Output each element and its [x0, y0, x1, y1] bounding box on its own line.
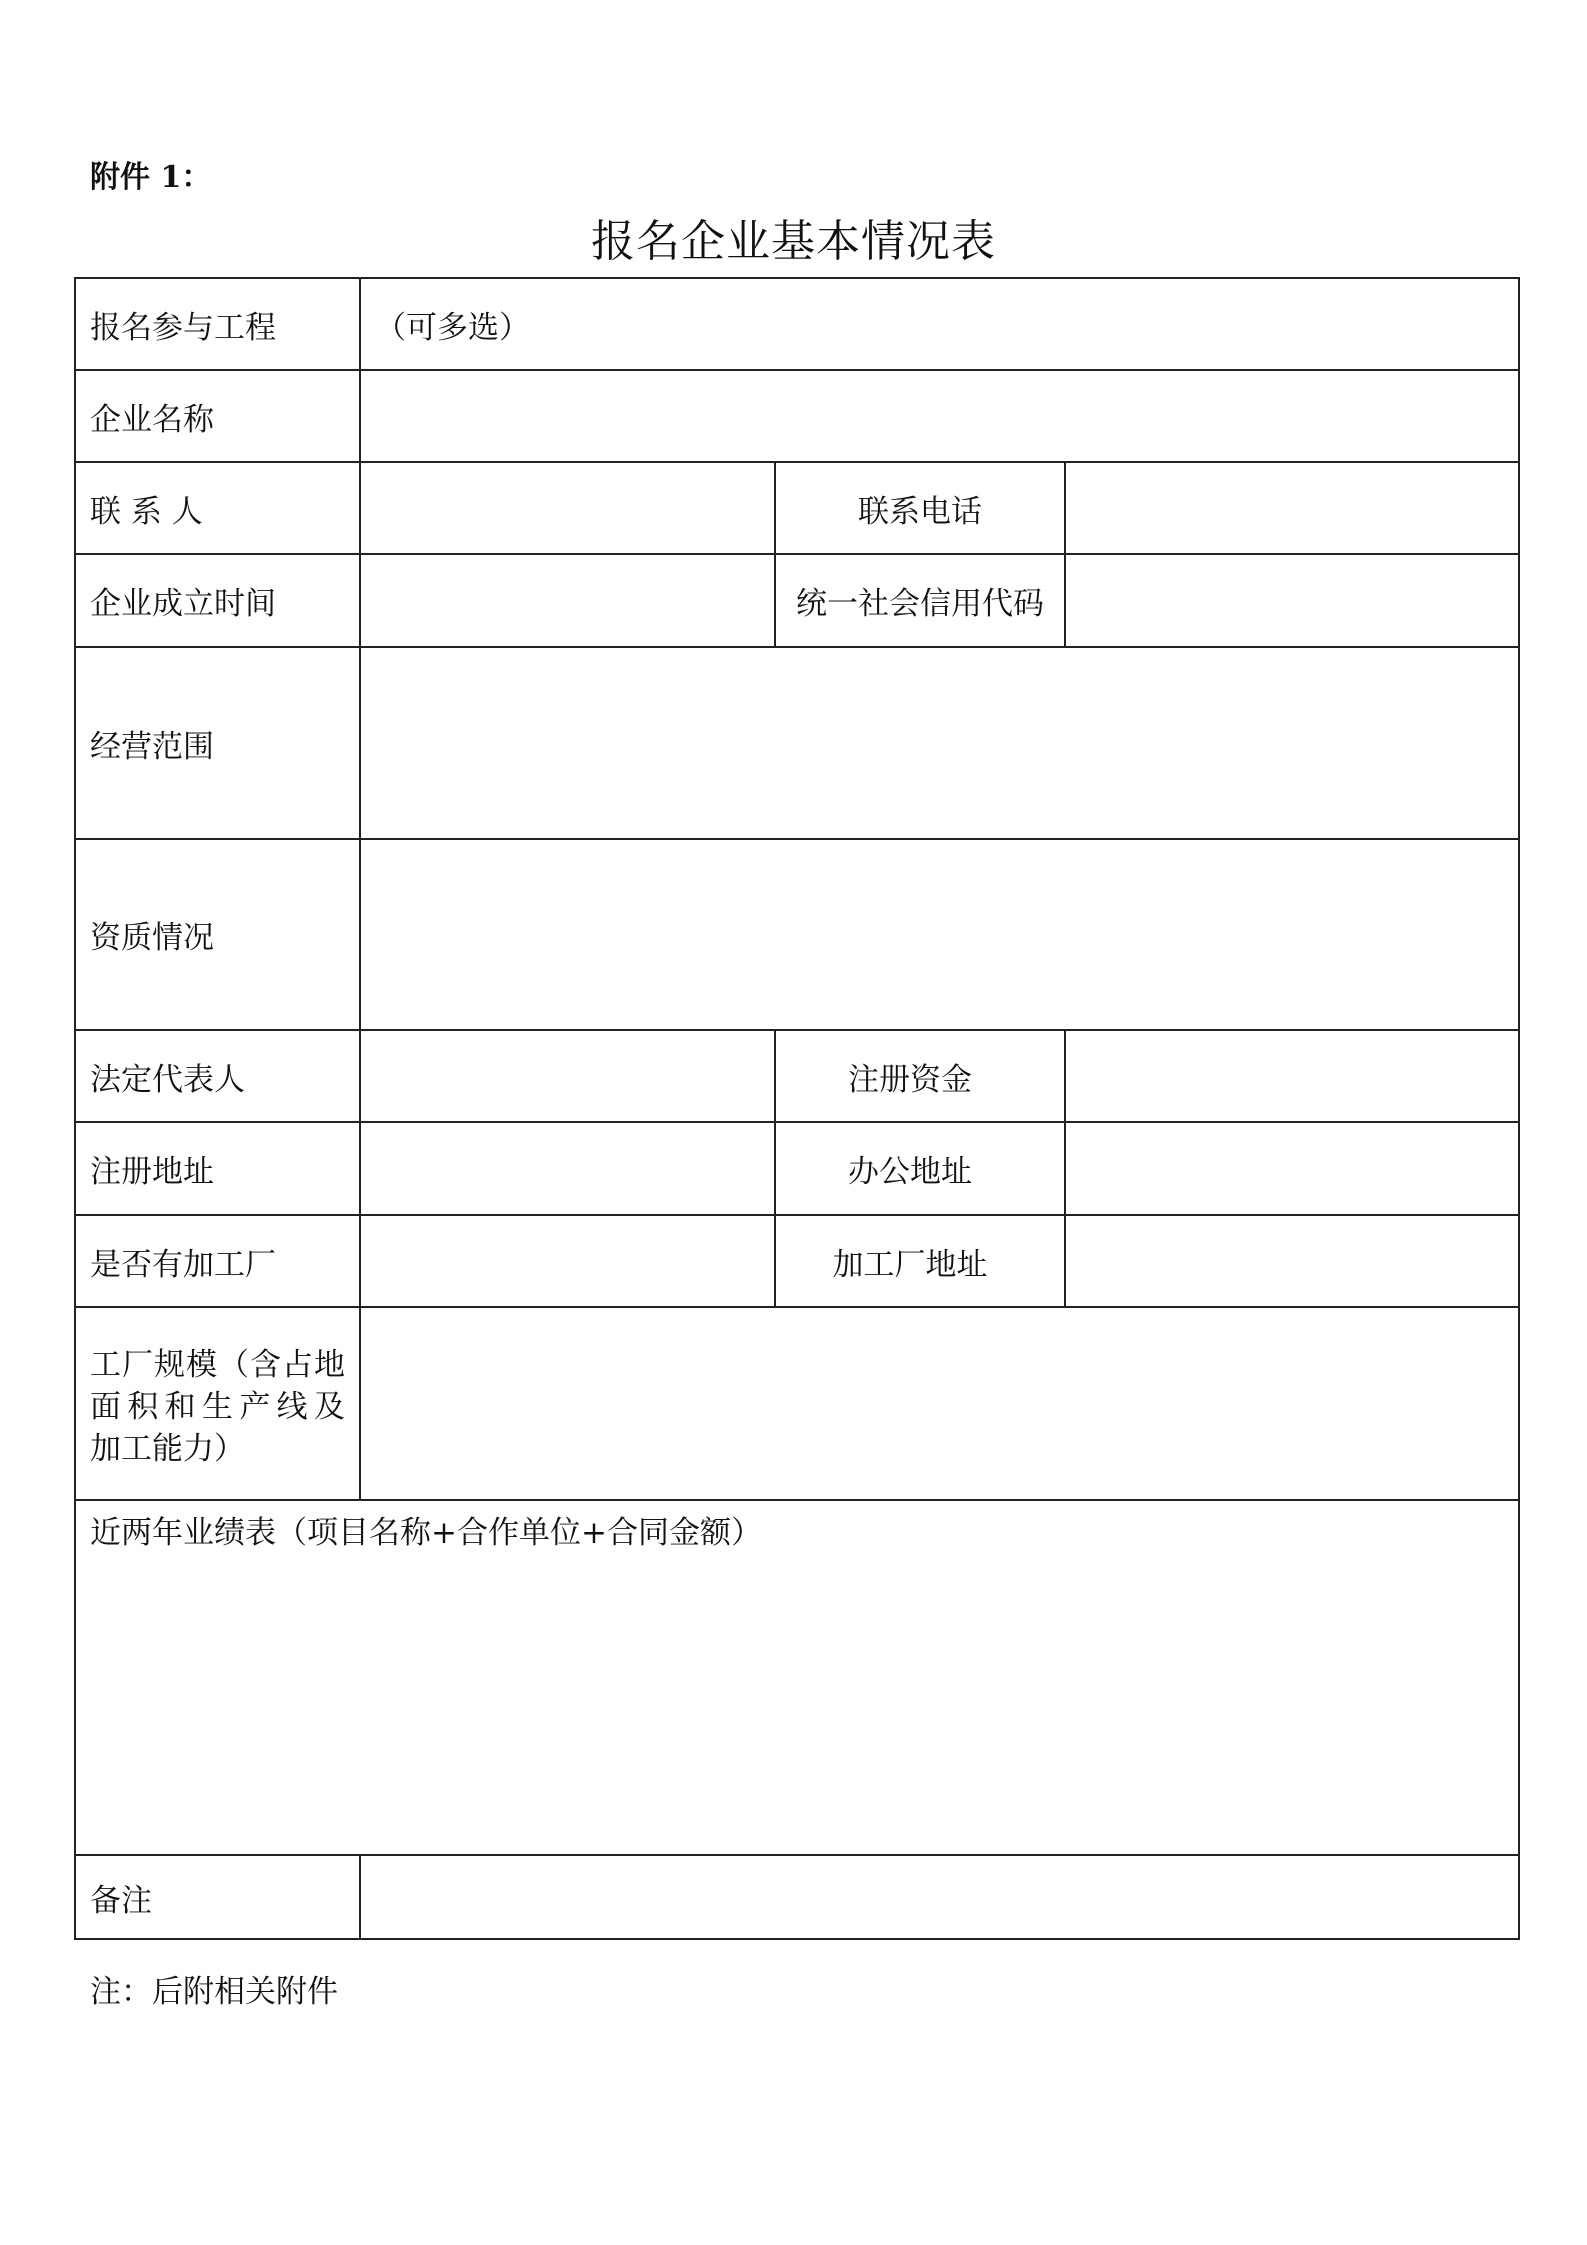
row-factory [75, 1215, 1519, 1307]
label-remarks: 备注 [75, 1855, 360, 1939]
field-remarks[interactable] [360, 1855, 1519, 1939]
field-founded[interactable] [360, 554, 775, 647]
label-factory-scale-line-3: 加工能力） [90, 1431, 245, 1467]
field-project[interactable]: （可多选） [360, 278, 1519, 370]
row-founded [75, 554, 1519, 647]
field-has-factory[interactable] [360, 1215, 775, 1307]
label-qualification: 资质情况 [75, 839, 360, 1030]
row-project [75, 278, 1519, 370]
label-reg-address: 注册地址 [75, 1122, 360, 1215]
row-performance [75, 1500, 1519, 1855]
label-business-scope: 经营范围 [75, 647, 360, 839]
field-factory-scale[interactable] [360, 1307, 1519, 1500]
field-contact-phone[interactable] [1065, 462, 1519, 554]
row-business-scope [75, 647, 1519, 839]
label-factory-address: 加工厂地址 [775, 1215, 1065, 1307]
label-factory-scale-line-1: 工厂规模（含占地 [90, 1347, 345, 1383]
label-performance: 近两年业绩表（项目名称+合作单位+合同金额） [90, 1515, 762, 1551]
label-registered-capital: 注册资金 [775, 1030, 1065, 1122]
field-reg-address[interactable] [360, 1122, 775, 1215]
field-credit-code[interactable] [1065, 554, 1519, 647]
row-qualification [75, 839, 1519, 1030]
label-factory-scale-line-2: 面积和生产线及 [90, 1389, 345, 1425]
row-company-name [75, 370, 1519, 462]
row-legal-rep [75, 1030, 1519, 1122]
row-remarks [75, 1855, 1519, 1939]
label-office-address: 办公地址 [775, 1122, 1065, 1215]
label-credit-code: 统一社会信用代码 [775, 554, 1065, 647]
field-business-scope[interactable] [360, 647, 1519, 839]
field-registered-capital[interactable] [1065, 1030, 1519, 1122]
label-has-factory: 是否有加工厂 [75, 1215, 360, 1307]
label-factory-scale [75, 1307, 360, 1500]
row-factory-scale [75, 1307, 1519, 1500]
label-contact-phone: 联系电话 [775, 462, 1065, 554]
label-contact [75, 462, 360, 554]
registration-form-table [74, 277, 1520, 1940]
row-contact [75, 462, 1519, 554]
field-qualification[interactable] [360, 839, 1519, 1030]
page-title: 报名企业基本情况表 [591, 216, 996, 267]
attachment-label: 附件 1： [90, 160, 212, 195]
footnote: 注：后附相关附件 [90, 1974, 338, 2010]
row-reg-address [75, 1122, 1519, 1215]
label-company-name: 企业名称 [75, 370, 360, 462]
field-company-name[interactable] [360, 370, 1519, 462]
label-founded: 企业成立时间 [75, 554, 360, 647]
label-legal-rep: 法定代表人 [75, 1030, 360, 1122]
field-performance[interactable] [75, 1500, 1519, 1855]
field-office-address[interactable] [1065, 1122, 1519, 1215]
label-contact-text: 联 系 人 [90, 493, 203, 530]
field-contact[interactable] [360, 462, 775, 554]
field-factory-address[interactable] [1065, 1215, 1519, 1307]
field-legal-rep[interactable] [360, 1030, 775, 1122]
label-project: 报名参与工程 [75, 278, 360, 370]
